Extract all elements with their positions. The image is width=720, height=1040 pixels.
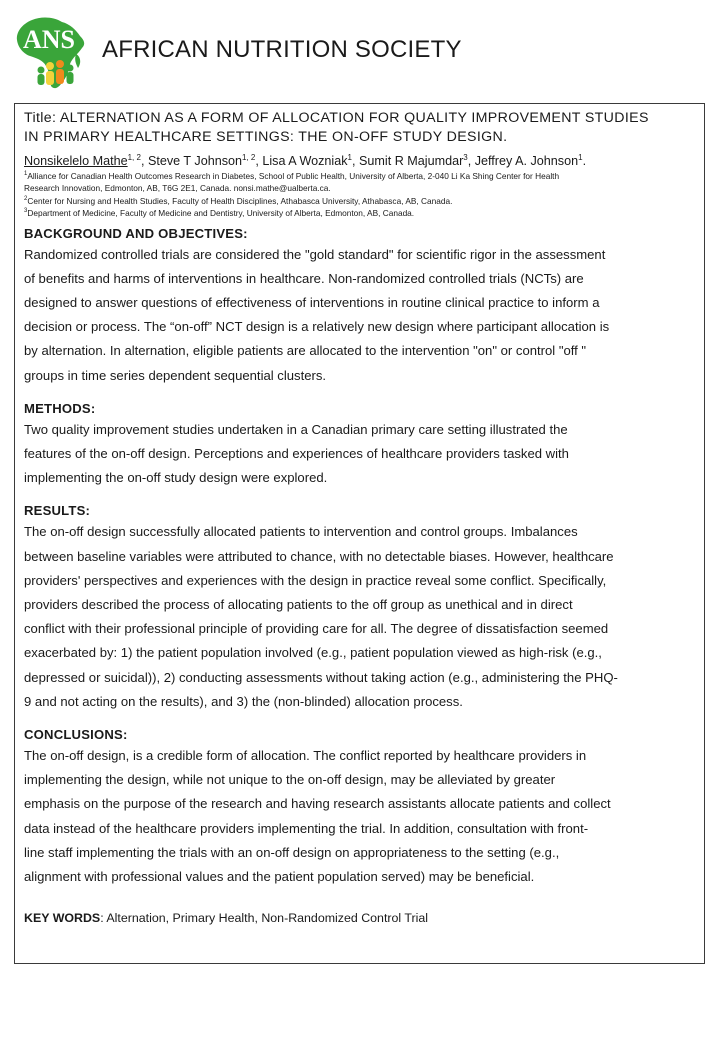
organization-name: AFRICAN NUTRITION SOCIETY <box>102 36 462 63</box>
affiliation-3 <box>24 207 695 219</box>
title-line-1: ALTERNATION AS A FORM OF ALLOCATION FOR QUALITY IMPROVEMENT STUDIES <box>59 110 649 126</box>
text-line: by alternation. In alternation, eligible patients are allocated to the intervention "on" or control "off " <box>24 343 587 359</box>
section-body <box>24 744 695 889</box>
affiliation-1 <box>24 170 695 182</box>
text-line: providers' perspectives and experiences with the design in practice reveal some conflict. Specifically, <box>24 572 607 588</box>
abstract-title-line-2: IN PRIMARY HEALTHCARE SETTINGS: THE ON-OFF STUDY DESIGN. <box>24 129 508 145</box>
affiliation-text: Alliance for Canadian Health Outcomes Research in Diabetes, School of Public Health, University of Alberta, 2-040 Li Ka Shing Center for Health <box>27 171 560 181</box>
text-line: emphasis on the purpose of the research and having research assistants allocate patients and collect <box>24 796 611 812</box>
text-line: implementing the design, while not unique to the on-off design, may be alleviated by greater <box>24 772 556 788</box>
keywords-label: KEY WORDS <box>24 911 101 926</box>
section-heading: CONCLUSIONS: <box>24 727 128 743</box>
affiliation-number: 3 <box>24 208 28 215</box>
section-conclusions <box>24 726 695 889</box>
text-line: designed to answer questions of effectiveness of interventions in routine clinical practice to inform a <box>24 295 600 311</box>
text-line: providers described the process of allocating patients to the off group as unethical and in direct <box>24 597 573 613</box>
abstract-title <box>24 109 695 128</box>
abstract-document <box>14 103 705 964</box>
section-heading: METHODS: <box>24 400 96 416</box>
section-background <box>24 225 695 388</box>
text-line: of benefits and harms of interventions in healthcare. Non-randomized controlled trials (NCTs) are <box>24 270 584 286</box>
section-body <box>24 418 695 491</box>
author-affiliation-sup: 1, 2 <box>127 152 141 162</box>
author-separator: . <box>582 154 587 168</box>
text-line: The on-off design, is a credible form of allocation. The conflict reported by healthcare providers in <box>24 748 587 764</box>
logo-lettering: ANS <box>23 25 76 54</box>
keywords <box>24 909 695 927</box>
affiliation-number: 1 <box>24 171 28 178</box>
page-header <box>14 10 714 92</box>
author-separator: , <box>467 154 475 168</box>
affiliation-2 <box>24 195 695 207</box>
text-line: The on-off design successfully allocated patients to intervention and control groups. Imbalances <box>24 524 578 540</box>
text-line: 9 and not acting on the results), and 3) the (non-blinded) allocation process. <box>24 693 463 709</box>
author-affiliation-sup: 1 <box>578 152 583 162</box>
author-separator: , <box>352 154 359 168</box>
keywords-text: : Alternation, Primary Health, Non-Randomized Control Trial <box>100 911 429 926</box>
author-name: Steve T Johnson <box>147 154 243 168</box>
african-nutrition-society-logo <box>14 14 88 92</box>
text-line: groups in time series dependent sequential clusters. <box>24 367 327 383</box>
author-name: Jeffrey A. Johnson <box>474 154 579 168</box>
text-line: line staff implementing the trials with an on-off design on appropriateness to the setting (e.g., <box>24 844 560 860</box>
author-name: Sumit R Majumdar <box>359 154 464 168</box>
text-line: Randomized controlled trials are considered the "gold standard" for scientific rigor in the assessment <box>24 246 606 262</box>
section-body <box>24 243 695 388</box>
author-affiliation-sup: 3 <box>463 152 468 162</box>
affiliation-text: Center for Nursing and Health Studies, Faculty of Health Disciplines, Athabasca University, Athabasca, AB, Canada. <box>27 195 453 206</box>
affiliation-number: 2 <box>24 196 28 203</box>
author-affiliation-sup: 1, 2 <box>242 152 256 162</box>
text-line: data instead of the healthcare providers implementing the trial. In addition, consultation with front- <box>24 820 589 836</box>
author-name: Lisa A Wozniak <box>262 154 348 168</box>
title-label: Title: <box>24 110 57 126</box>
section-heading: BACKGROUND AND OBJECTIVES: <box>24 225 248 241</box>
author-name: Nonsikelelo Mathe <box>24 154 128 168</box>
section-heading: RESULTS: <box>24 503 91 519</box>
section-body <box>24 520 695 714</box>
author-affiliation-sup: 1 <box>347 152 352 162</box>
text-line: Two quality improvement studies undertaken in a Canadian primary care setting illustrated the <box>24 421 568 437</box>
text-line: exacerbated by: 1) the patient population involved (e.g., patient population viewed as high-risk (e.g., <box>24 645 602 661</box>
text-line: features of the on-off design. Perceptions and experiences of healthcare providers tasked with <box>24 446 569 462</box>
author-list <box>24 153 695 169</box>
text-line: implementing the on-off study design were explored. <box>24 470 328 486</box>
affiliation-1-continued: Research Innovation, Edmonton, AB, T6G 2E1, Canada. nonsi.mathe@ualberta.ca. <box>24 183 331 194</box>
section-methods <box>24 400 695 491</box>
author-separator: , <box>255 154 263 168</box>
text-line: between baseline variables were attributed to chance, with no detectable biases. However, healthcare <box>24 548 614 564</box>
text-line: alignment with professional values and the patient population served) may be beneficial. <box>24 869 535 885</box>
author-separator: , <box>140 154 148 168</box>
text-line: decision or process. The “on-off” NCT design is a relatively new design where participant allocation is <box>24 319 610 335</box>
section-results <box>24 502 695 714</box>
text-line: conflict with their professional principle of providing care for all. The degree of dissatisfaction seemed <box>24 621 609 637</box>
affiliation-text: Department of Medicine, Faculty of Medicine and Dentistry, University of Alberta, Edmonton, AB, Canada. <box>27 208 415 219</box>
text-line: depressed or suicidal)), 2) conducting assessments without taking action (e.g., administering the PHQ- <box>24 669 618 685</box>
